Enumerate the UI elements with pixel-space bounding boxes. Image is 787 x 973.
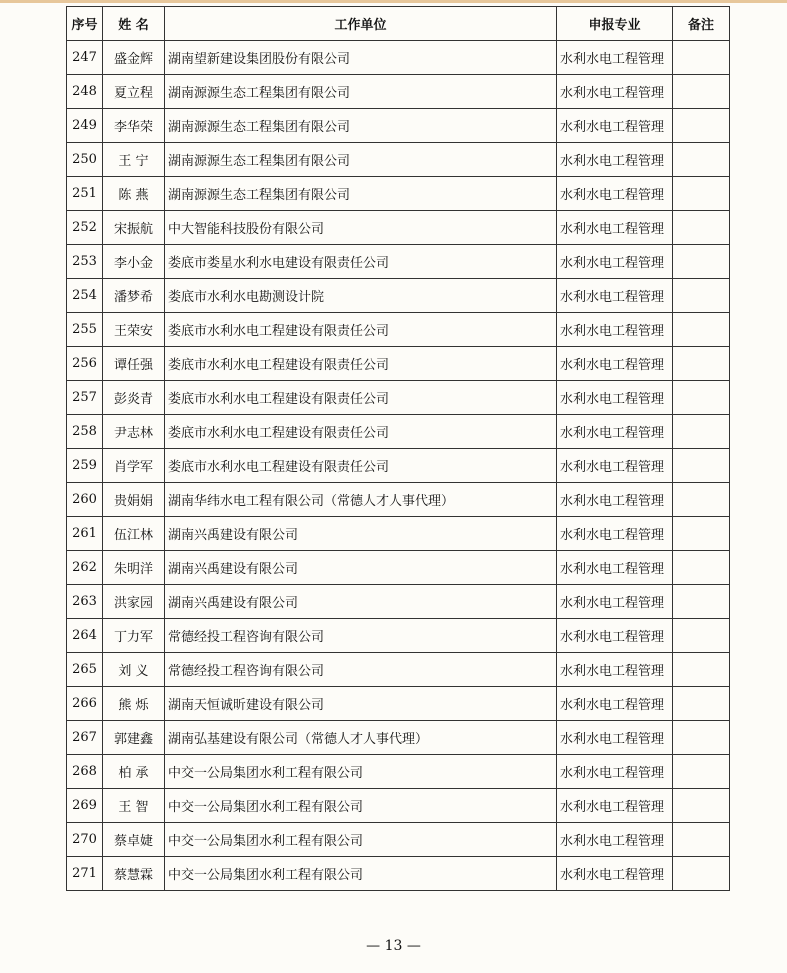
- row-serial-number: 265: [67, 653, 103, 687]
- row-name: 朱明洋: [103, 551, 165, 585]
- table-row: [67, 857, 730, 891]
- row-name: 李小金: [103, 245, 165, 279]
- page-number: — 13 —: [366, 938, 421, 954]
- row-serial-number: 247: [67, 41, 103, 75]
- row-serial-number: 253: [67, 245, 103, 279]
- row-remarks: [673, 109, 730, 143]
- row-major: 水利水电工程管理: [557, 517, 673, 551]
- row-serial-number: 249: [67, 109, 103, 143]
- row-remarks: [673, 449, 730, 483]
- row-work-unit: 娄底市水利水电工程建设有限责任公司: [165, 313, 557, 347]
- row-serial-number: 266: [67, 687, 103, 721]
- row-work-unit: 湖南天恒诚昕建设有限公司: [165, 687, 557, 721]
- row-name: 丁力军: [103, 619, 165, 653]
- row-name: 王 宁: [103, 143, 165, 177]
- row-name: 尹志林: [103, 415, 165, 449]
- row-remarks: [673, 245, 730, 279]
- row-major: 水利水电工程管理: [557, 721, 673, 755]
- row-name: 谭任强: [103, 347, 165, 381]
- table-row: [67, 483, 730, 517]
- table-row: [67, 177, 730, 211]
- table-row: [67, 75, 730, 109]
- row-major: 水利水电工程管理: [557, 823, 673, 857]
- row-work-unit: 湖南华纬水电工程有限公司（常德人才人事代理）: [165, 483, 557, 517]
- table-row: [67, 517, 730, 551]
- row-serial-number: 261: [67, 517, 103, 551]
- row-major: 水利水电工程管理: [557, 109, 673, 143]
- row-remarks: [673, 857, 730, 891]
- table-row: [67, 449, 730, 483]
- table-row: [67, 109, 730, 143]
- row-serial-number: 252: [67, 211, 103, 245]
- row-name: 伍江林: [103, 517, 165, 551]
- row-remarks: [673, 483, 730, 517]
- row-name: 彭炎青: [103, 381, 165, 415]
- table-row: [67, 721, 730, 755]
- row-name: 熊 烁: [103, 687, 165, 721]
- row-work-unit: 中交一公局集团水利工程有限公司: [165, 755, 557, 789]
- table-row: [67, 41, 730, 75]
- row-major: 水利水电工程管理: [557, 177, 673, 211]
- row-remarks: [673, 551, 730, 585]
- table-row: [67, 687, 730, 721]
- row-major: 水利水电工程管理: [557, 279, 673, 313]
- row-work-unit: 中交一公局集团水利工程有限公司: [165, 857, 557, 891]
- row-name: 王 智: [103, 789, 165, 823]
- row-remarks: [673, 177, 730, 211]
- row-major: 水利水电工程管理: [557, 449, 673, 483]
- table-row: [67, 823, 730, 857]
- row-major: 水利水电工程管理: [557, 483, 673, 517]
- row-major: 水利水电工程管理: [557, 211, 673, 245]
- row-name: 陈 燕: [103, 177, 165, 211]
- row-name: 柏 承: [103, 755, 165, 789]
- row-serial-number: 251: [67, 177, 103, 211]
- row-major: 水利水电工程管理: [557, 789, 673, 823]
- row-remarks: [673, 381, 730, 415]
- table-row: [67, 789, 730, 823]
- row-major: 水利水电工程管理: [557, 313, 673, 347]
- row-work-unit: 湖南兴禹建设有限公司: [165, 585, 557, 619]
- row-work-unit: 湖南源源生态工程集团有限公司: [165, 75, 557, 109]
- row-remarks: [673, 687, 730, 721]
- row-serial-number: 267: [67, 721, 103, 755]
- row-remarks: [673, 619, 730, 653]
- header-work-unit: 工作单位: [165, 7, 557, 41]
- row-name: 王荣安: [103, 313, 165, 347]
- table-row: [67, 653, 730, 687]
- row-major: 水利水电工程管理: [557, 687, 673, 721]
- row-work-unit: 常德经投工程咨询有限公司: [165, 619, 557, 653]
- table-header: [67, 7, 730, 41]
- table-row: [67, 585, 730, 619]
- row-work-unit: 湖南源源生态工程集团有限公司: [165, 109, 557, 143]
- row-serial-number: 250: [67, 143, 103, 177]
- row-major: 水利水电工程管理: [557, 347, 673, 381]
- table-row: [67, 211, 730, 245]
- row-serial-number: 263: [67, 585, 103, 619]
- table-row: [67, 245, 730, 279]
- table-row: [67, 755, 730, 789]
- row-remarks: [673, 211, 730, 245]
- row-work-unit: 中交一公局集团水利工程有限公司: [165, 789, 557, 823]
- row-serial-number: 254: [67, 279, 103, 313]
- table-row: [67, 347, 730, 381]
- row-remarks: [673, 755, 730, 789]
- row-serial-number: 260: [67, 483, 103, 517]
- row-major: 水利水电工程管理: [557, 755, 673, 789]
- row-remarks: [673, 75, 730, 109]
- header-serial-number: 序号: [67, 7, 103, 41]
- row-name: 蔡卓婕: [103, 823, 165, 857]
- row-work-unit: 中交一公局集团水利工程有限公司: [165, 823, 557, 857]
- row-work-unit: 湖南兴禹建设有限公司: [165, 517, 557, 551]
- row-serial-number: 268: [67, 755, 103, 789]
- row-remarks: [673, 823, 730, 857]
- row-remarks: [673, 347, 730, 381]
- row-name: 洪家园: [103, 585, 165, 619]
- row-work-unit: 娄底市水利水电工程建设有限责任公司: [165, 347, 557, 381]
- row-work-unit: 常德经投工程咨询有限公司: [165, 653, 557, 687]
- row-major: 水利水电工程管理: [557, 41, 673, 75]
- row-remarks: [673, 279, 730, 313]
- row-major: 水利水电工程管理: [557, 75, 673, 109]
- row-serial-number: 258: [67, 415, 103, 449]
- row-serial-number: 262: [67, 551, 103, 585]
- row-work-unit: 湖南兴禹建设有限公司: [165, 551, 557, 585]
- row-work-unit: 湖南源源生态工程集团有限公司: [165, 143, 557, 177]
- row-remarks: [673, 721, 730, 755]
- row-remarks: [673, 415, 730, 449]
- header-remarks: 备注: [673, 7, 730, 41]
- row-major: 水利水电工程管理: [557, 415, 673, 449]
- row-major: 水利水电工程管理: [557, 551, 673, 585]
- row-work-unit: 娄底市水利水电工程建设有限责任公司: [165, 415, 557, 449]
- row-work-unit: 湖南源源生态工程集团有限公司: [165, 177, 557, 211]
- row-serial-number: 255: [67, 313, 103, 347]
- row-work-unit: 湖南望新建设集团股份有限公司: [165, 41, 557, 75]
- row-major: 水利水电工程管理: [557, 143, 673, 177]
- row-serial-number: 256: [67, 347, 103, 381]
- row-serial-number: 248: [67, 75, 103, 109]
- row-work-unit: 中大智能科技股份有限公司: [165, 211, 557, 245]
- table-row: [67, 619, 730, 653]
- row-work-unit: 娄底市水利水电工程建设有限责任公司: [165, 449, 557, 483]
- row-work-unit: 娄底市娄星水利水电建设有限责任公司: [165, 245, 557, 279]
- row-major: 水利水电工程管理: [557, 381, 673, 415]
- row-serial-number: 269: [67, 789, 103, 823]
- table-row: [67, 143, 730, 177]
- header-row: [67, 7, 730, 41]
- row-name: 夏立程: [103, 75, 165, 109]
- roster-table: [66, 6, 730, 891]
- row-remarks: [673, 585, 730, 619]
- row-remarks: [673, 653, 730, 687]
- row-name: 贵娟娟: [103, 483, 165, 517]
- row-major: 水利水电工程管理: [557, 245, 673, 279]
- row-name: 蔡慧霖: [103, 857, 165, 891]
- row-remarks: [673, 517, 730, 551]
- table-row: [67, 415, 730, 449]
- row-major: 水利水电工程管理: [557, 653, 673, 687]
- row-work-unit: 娄底市水利水电工程建设有限责任公司: [165, 381, 557, 415]
- table-row: [67, 279, 730, 313]
- row-name: 潘梦希: [103, 279, 165, 313]
- row-serial-number: 257: [67, 381, 103, 415]
- row-remarks: [673, 789, 730, 823]
- row-serial-number: 264: [67, 619, 103, 653]
- row-remarks: [673, 143, 730, 177]
- header-major: 申报专业: [557, 7, 673, 41]
- row-name: 郭建鑫: [103, 721, 165, 755]
- row-major: 水利水电工程管理: [557, 585, 673, 619]
- row-name: 肖学军: [103, 449, 165, 483]
- row-name: 宋振航: [103, 211, 165, 245]
- row-name: 李华荣: [103, 109, 165, 143]
- table-row: [67, 381, 730, 415]
- table-body: [67, 41, 730, 891]
- table-row: [67, 313, 730, 347]
- header-name: 姓 名: [103, 7, 165, 41]
- row-work-unit: 娄底市水利水电勘测设计院: [165, 279, 557, 313]
- row-major: 水利水电工程管理: [557, 619, 673, 653]
- row-serial-number: 259: [67, 449, 103, 483]
- row-remarks: [673, 313, 730, 347]
- row-remarks: [673, 41, 730, 75]
- top-border-line: [0, 0, 787, 3]
- row-serial-number: 270: [67, 823, 103, 857]
- row-major: 水利水电工程管理: [557, 857, 673, 891]
- row-serial-number: 271: [67, 857, 103, 891]
- row-work-unit: 湖南弘基建设有限公司（常德人才人事代理）: [165, 721, 557, 755]
- table-row: [67, 551, 730, 585]
- row-name: 刘 义: [103, 653, 165, 687]
- row-name: 盛金辉: [103, 41, 165, 75]
